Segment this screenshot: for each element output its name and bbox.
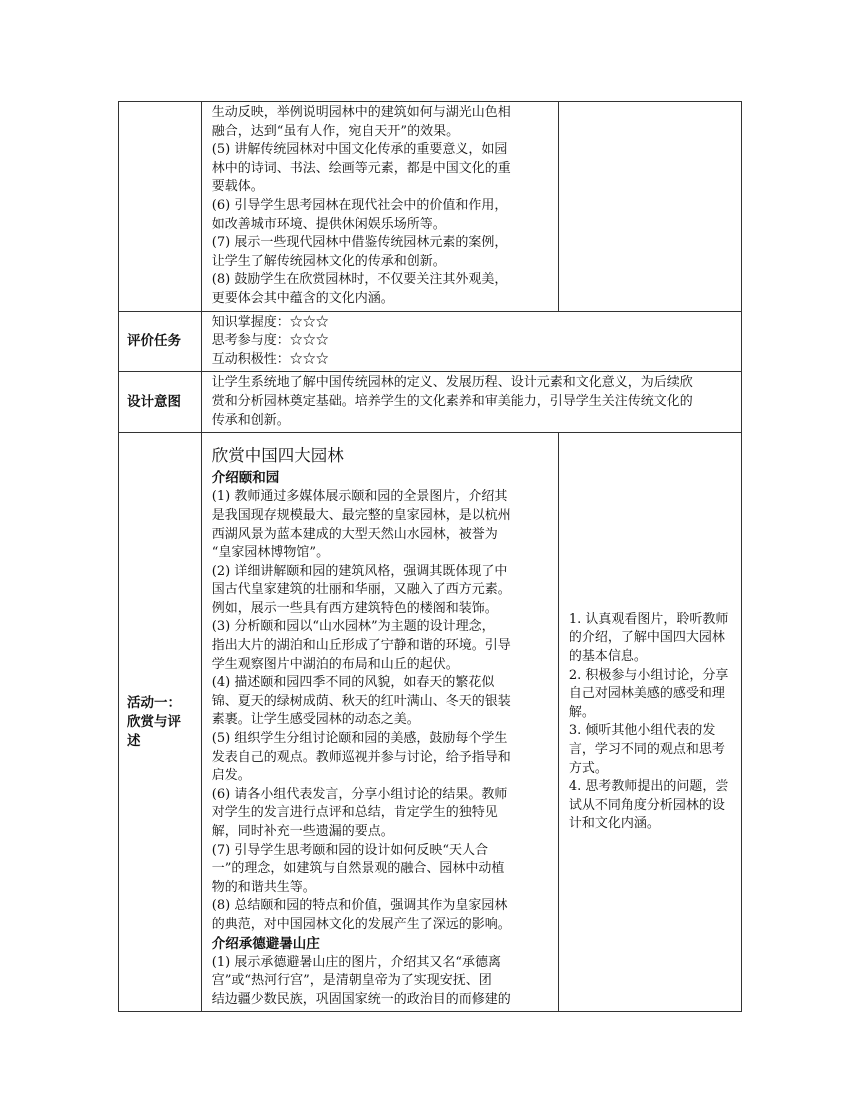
student-task-line: 的基本信息。 [568,648,647,664]
student-task-line: 1. 认真观看图片，聆听教师 [568,611,729,627]
student-task-line: 自己对园林美感的感受和理 [568,686,725,702]
step-line: (4) 描述颐和园四季不同的风貌，如春天的繁花似 [211,675,495,691]
text-line: 让学生系统地了解中国传统园林的定义、发展历程、设计元素和文化意义，为后续欣 [211,375,693,391]
text-line: 传承和创新。 [211,412,290,428]
activity-label-line: 欣赏与评 [127,714,181,731]
step-line: 结边疆少数民族，巩固国家统一的政治目的而修建的 [211,991,511,1007]
evaluation-item: 互动积极性：☆☆☆ [211,351,329,367]
text-line: (6) 引导学生思考园林在现代社会中的价值和作用， [211,197,508,213]
subsection-title-summer-palace: 介绍颐和园 [211,470,280,487]
activity-label [119,433,202,1012]
text-line: (7) 展示一些现代园林中借鉴传统园林元素的案例， [211,235,508,251]
row-design-intent [119,372,742,433]
text-line: 生动反映，举例说明园林中的建筑如何与湖光山色相 [211,105,511,120]
step-line: (8) 总结颐和园的特点和价值，强调其作为皇家园林 [211,898,508,914]
step-line: 宫”或“热河行宫”，是清朝皇帝为了实现安抚、团 [211,973,492,989]
evaluation-item: 知识掌握度：☆☆☆ [211,314,329,330]
text-line: 让学生了解传统园林文化的传承和创新。 [211,253,446,269]
step-line: 启发。 [211,768,251,784]
step-line: 学生观察图片中湖泊的布局和山丘的起伏。 [211,656,459,672]
step-line: 锦、夏天的绿树成荫、秋天的红叶满山、冬天的银装 [211,693,511,709]
text-line: (5) 讲解传统园林对中国文化传承的重要意义，如园 [211,142,508,158]
student-task-line: 4. 思考教师提出的问题，尝 [568,779,729,795]
step-line: (1) 教师通过多媒体展示颐和园的全景图片，介绍其 [211,489,508,505]
activity-content [201,433,558,1012]
step-line: 物的和谐共生等。 [211,879,316,895]
step-line: 解，同时补充一些遗漏的要点。 [211,824,394,839]
step-line: 素裹。让学生感受园林的动态之美。 [211,712,420,728]
text-line: 如改善城市环境、提供休闲娱乐场所等。 [211,216,446,232]
student-task-line: 2. 积极参与小组讨论，分享 [568,667,729,683]
step-line: (3) 分析颐和园以“山水园林”为主题的设计理念， [211,619,495,635]
text-line: 林中的诗词、书法、绘画等元素，都是中国文化的重 [211,160,511,176]
student-task-line: 的介绍，了解中国四大园林 [568,630,725,646]
step-line: 发表自己的观点。教师巡视并参与讨论，给予指导和 [211,749,511,765]
section-title: 欣赏中国四大园林 [211,446,344,466]
step-line: 指出大片的湖泊和山丘形成了宁静和谐的环境。引导 [211,638,511,654]
step-line: 例如，展示一些具有西方建筑特色的楼阁和装饰。 [211,600,498,616]
row-activity-one [119,433,742,1012]
continued-steps-cell [201,102,558,312]
step-line: (2) 详细讲解颐和园的建筑风格，强调其既体现了中 [211,563,508,579]
step-line: 是我国现存规模最大、最完整的皇家园林，是以杭州 [211,507,511,523]
evaluation-item: 思考参与度：☆☆☆ [211,333,329,349]
activity-label-line: 活动一： [127,695,181,712]
step-line: 对学生的发言进行点评和总结，肯定学生的独特见 [211,805,498,821]
student-task-line: 计和文化内涵。 [568,816,660,832]
step-line: (1) 展示承德避暑山庄的图片，介绍其又名“承德离 [211,954,501,970]
step-line: 的典范，对中国园林文化的发展产生了深远的影响。 [211,916,511,932]
row-evaluation [119,311,742,372]
text-line: 融合，达到“虽有人作，宛自天开”的效果。 [211,123,460,139]
continued-side-cell [558,102,741,312]
lesson-plan-table [118,101,742,1012]
student-task-line: 言，学习不同的观点和思考 [568,741,725,757]
design-intent-label: 设计意图 [119,372,202,433]
student-task-line: 解。 [568,704,595,720]
student-task-line: 方式。 [568,760,608,776]
step-line: 西湖风景为蓝本建成的大型天然山水园林，被誉为 [211,526,498,542]
step-line: (6) 请各小组代表发言，分享小组讨论的结果。教师 [211,786,508,802]
activity-label-line: 述 [127,732,141,749]
row-label-empty [119,102,202,312]
design-intent-content [201,372,741,433]
step-line: (7) 引导学生思考颐和园的设计如何反映“天人合 [211,842,488,858]
step-line: (5) 组织学生分组讨论颐和园的美感，鼓励每个学生 [211,731,508,747]
evaluation-label: 评价任务 [119,311,202,372]
student-task-line: 3. 倾听其他小组代表的发 [568,723,716,739]
evaluation-content [201,311,741,372]
row-continued-content [119,102,742,312]
subsection-title-chengde: 介绍承德避暑山庄 [211,935,320,952]
step-line: 国古代皇家建筑的壮丽和华丽，又融入了西方元素。 [211,582,511,598]
text-line: 赏和分析园林奠定基础。培养学生的文化素养和审美能力，引导学生关注传统文化的 [211,393,693,409]
text-line: 更要体会其中蕴含的文化内涵。 [211,290,394,306]
text-line: 要载体。 [211,179,264,195]
step-line: 一”的理念，如建筑与自然景观的融合、园林中动植 [211,861,505,877]
student-activity-cell [558,433,741,1012]
student-task-line: 试从不同角度分析园林的设 [568,797,725,813]
step-line: “皇家园林博物馆”。 [211,545,330,561]
text-line: (8) 鼓励学生在欣赏园林时，不仅要关注其外观美， [211,272,508,288]
